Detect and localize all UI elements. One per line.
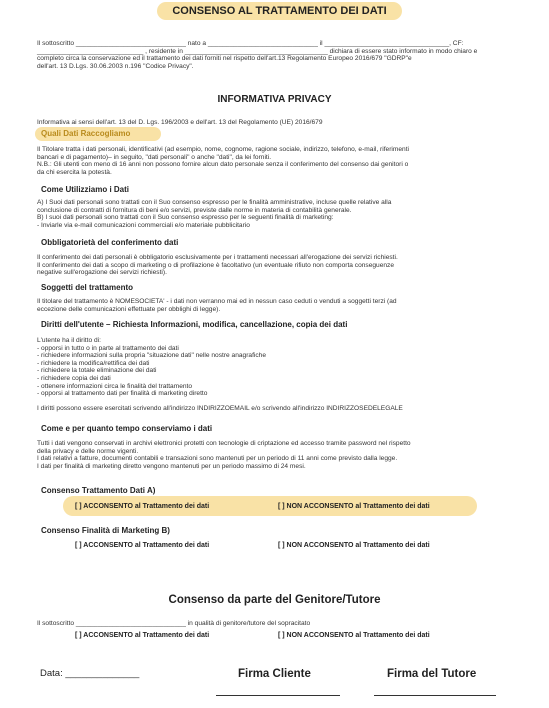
guardian-title: Consenso da parte del Genitore/Tutore xyxy=(168,594,381,606)
section-line: L'utente ha il diritto di: xyxy=(37,337,101,344)
section-line xyxy=(37,398,513,406)
section-heading: Soggetti del trattamento xyxy=(41,283,134,292)
section-body xyxy=(37,254,513,277)
section-body xyxy=(37,440,513,470)
consent-b-accept-checkbox[interactable]: [ ] ACCONSENTO al Trattamento dei dati xyxy=(75,542,210,549)
section-heading-pill xyxy=(35,127,161,141)
section-heading: Come e per quanto tempo conserviamo i dati xyxy=(41,424,213,433)
intro-paragraph xyxy=(37,40,513,70)
section-line: Il Titolare tratta i dati personali, identificativi (ad esempio, nome, cognome, ragione sociale, indirizzo, telefono, e-mail, riferimenti xyxy=(37,146,409,153)
tutor-signature-label: Firma del Tutore xyxy=(387,668,477,680)
intro-line: Il sottoscritto ______________________________ nato a ______________________________ il __________________________________, CF: xyxy=(37,40,464,47)
section-line: - Inviarle via e-mail comunicazioni commerciali e/o materiale pubblicitario xyxy=(37,221,250,229)
section-line: N.B.: Gli utenti con meno di 16 anni non possono fornire alcun dato personale senza il conferimento del consenso dai genitori o xyxy=(37,161,409,169)
section-line: - richiedere la modifica/rettifica dei dati xyxy=(37,359,150,367)
section-line: - ottenere informazioni circa le finalità del trattamento xyxy=(37,382,193,390)
consent-a-heading: Consenso Trattamento Dati A) xyxy=(41,486,156,495)
section-line: della privacy e delle norme vigenti. xyxy=(37,447,139,455)
privacy-subtitle: Informativa ai sensi dell'art. 13 del D. Lgs. 196/2003 e dell'art. 13 del Regolamento (UE) 2016/679 xyxy=(37,119,323,126)
guardian-accept-checkbox[interactable]: [ ] ACCONSENTO al Trattamento dei dati xyxy=(75,632,210,639)
section-line: - opporsi al trattamento dati per finalità di marketing diretto xyxy=(37,390,208,398)
section-line: - opporsi in tutto o in parte al trattamento dei dati xyxy=(37,344,179,352)
section-heading: Quali Dati Raccogliamo xyxy=(41,129,131,138)
intro-line: _____________________________ , residente in _______________________________________ dichiara di essere stato informato in modo chiaro e xyxy=(37,47,478,55)
section-line: B) I suoi dati personali sono trattati con il Suo consenso espresso per le seguenti finalità di marketing: xyxy=(37,214,334,222)
document-title: CONSENSO AL TRATTAMENTO DEI DATI xyxy=(157,2,402,20)
client-signature-line xyxy=(216,695,340,696)
section-line: I dati per finalità di marketing diretto vengono mantenuti per un periodo massimo di 24 mesi. xyxy=(37,462,306,470)
section-heading: Come Utilizziamo i Dati xyxy=(41,185,130,194)
section-line: da chi esercita la potestà. xyxy=(37,168,112,176)
tutor-signature-line xyxy=(374,695,496,696)
section-line: Tutti i dati vengono conservati in archivi elettronici protetti con tecnologie di criptazione ed accesso tramite password nel rispetto xyxy=(37,440,411,447)
client-signature-label: Firma Cliente xyxy=(238,668,311,680)
consent-a-decline-checkbox[interactable]: [ ] NON ACCONSENTO al Trattamento dei dati xyxy=(278,503,430,510)
consent-a-accept-checkbox[interactable]: [ ] ACCONSENTO al Trattamento dei dati xyxy=(75,503,210,510)
section-line: I dati relativi a fatture, documenti contabili e transazioni sono mantenuti per un periodo di 11 anni come previsto dalla legge. xyxy=(37,455,398,463)
section-line: I diritti possono essere esercitati scrivendo all'indirizzo INDIRIZZOEMAIL e/o scrivendo all'indirizzo INDIRIZZOSEDELEGALE xyxy=(37,405,403,413)
section-body xyxy=(37,337,513,413)
date-field[interactable]: Data: ______________ xyxy=(40,668,140,679)
intro-line: dell'art. 13 D.Lgs. 30.06.2003 n.196 "Codice Privacy". xyxy=(37,62,194,70)
section-line: - richiedere la totale eliminazione dei dati xyxy=(37,367,157,375)
section-line: - richiedere informazioni sulla propria "situazione dati" nelle nostre anagrafiche xyxy=(37,352,266,360)
section-line: Il conferimento dei dati a scopo di marketing o di profilazione è facoltativo (un eventuale rifiuto non comporta conseguenze xyxy=(37,261,395,269)
section-line: negative sull'erogazione dei servizi richiesti). xyxy=(37,269,167,277)
section-body xyxy=(37,146,513,176)
section-line: - richiedere copia dei dati xyxy=(37,374,111,382)
section-heading: Diritti dell'utente – Richiesta Informazioni, modifica, cancellazione, copia dei dati xyxy=(41,320,348,329)
section-line: Il titolare del trattamento è NOMESOCIETA' - i dati non verranno mai ed in nessun caso ceduti o venduti a soggetti terzi (ad xyxy=(37,298,397,305)
consent-b-decline-checkbox[interactable]: [ ] NON ACCONSENTO al Trattamento dei dati xyxy=(278,542,430,549)
consent-b-heading: Consenso Finalità di Marketing B) xyxy=(41,526,170,535)
section-line: eccezione delle comunicazioni effettuate per obblighi di legge). xyxy=(37,305,221,313)
guardian-line: Il sottoscritto ______________________________ in qualità di genitore/tutore del sopracitato xyxy=(37,620,311,627)
section-line: bancari e di pagamento)– in seguito, "dati personali" o anche "dati", da lei forniti. xyxy=(37,153,272,161)
intro-line: completo circa la conservazione ed il trattamento dei dati forniti nel rispetto dell'art.13 Regolamento Europeo 2016/679 "GDRP"e xyxy=(37,55,412,63)
guardian-decline-checkbox[interactable]: [ ] NON ACCONSENTO al Trattamento dei dati xyxy=(278,632,430,639)
section-heading: Obbligatorietà del conferimento dati xyxy=(41,238,179,247)
section-body xyxy=(37,298,513,313)
section-body xyxy=(37,199,513,229)
section-line: A) I Suoi dati personali sono trattati con il Suo consenso espresso per le finalità amministrative, incluse quelle relative alla xyxy=(37,199,392,206)
section-line: conclusione di contratti di fornitura di beni e/o servizi, previste dalle norme in materia di contabilità generale. xyxy=(37,206,352,214)
privacy-title: INFORMATIVA PRIVACY xyxy=(217,94,332,105)
section-line: Il conferimento dei dati personali è obbligatorio esclusivamente per i trattamenti necessari all'erogazione dei servizi richiesti. xyxy=(37,254,398,261)
